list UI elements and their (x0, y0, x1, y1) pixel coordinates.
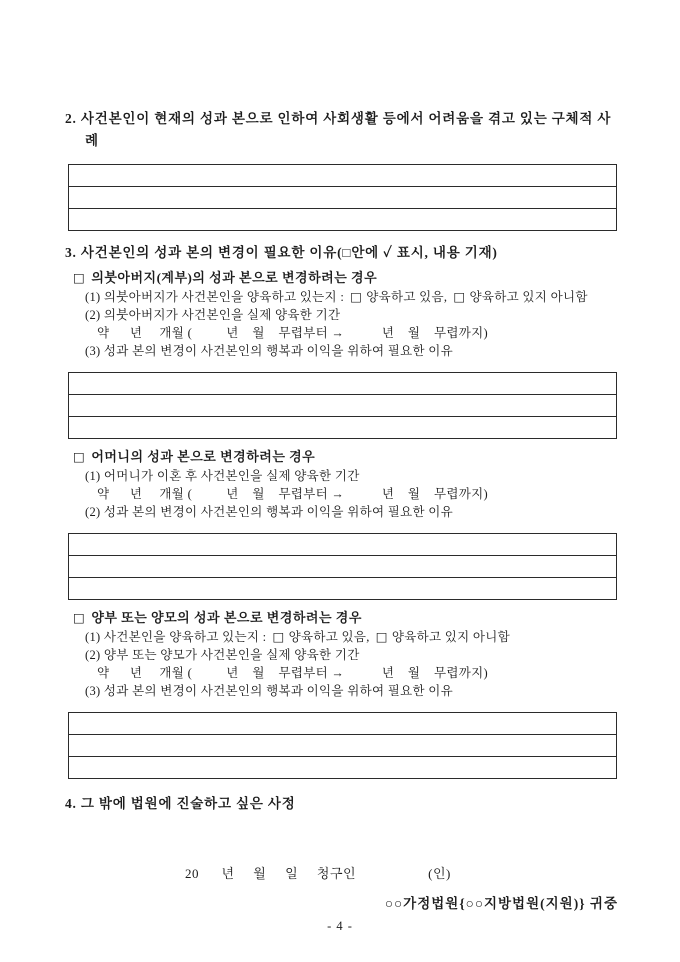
adoptive-option1-label: 양육하고 있음, (288, 630, 370, 644)
stepfather-answer-table (68, 372, 617, 439)
case-mother-block (65, 447, 618, 600)
section2-answer-table (68, 164, 617, 231)
answer-row[interactable] (69, 208, 616, 230)
case-adoptive-block (65, 608, 618, 779)
section3-heading: 3. 사건본인의 성과 본의 변경이 필요한 이유(□안에 ✓ 표시, 내용 기재) (65, 245, 498, 260)
mother-period-line: 약 년 개월 ( 년 월 무렵부터 → 년 월 무렵까지) (97, 487, 488, 501)
case-adoptive-title (73, 608, 618, 628)
stepfather-period-line: 약 년 개월 ( 년 월 무렵부터 → 년 월 무렵까지) (97, 326, 488, 340)
section4-heading: 4. 그 밖에 법원에 진술하고 싶은 사정 (65, 796, 296, 811)
answer-row[interactable] (69, 534, 616, 555)
stepfather-option1-label: 양육하고 있음, (366, 290, 448, 304)
case-stepfather-title-text: 의붓아버지(계부)의 성과 본으로 변경하려는 경우 (91, 270, 378, 285)
page-number: - 4 - (327, 919, 353, 933)
adoptive-q1-label: (1) 사건본인을 양육하고 있는지 : (85, 630, 267, 644)
case-adoptive-checkbox-icon[interactable]: □ (73, 610, 86, 625)
answer-row[interactable] (69, 756, 616, 778)
mother-answer-table (68, 533, 617, 600)
case-stepfather-checkbox-icon[interactable]: □ (73, 270, 86, 285)
adoptive-q1-line (85, 628, 618, 646)
answer-row[interactable] (69, 555, 616, 577)
adoptive-q2-label: (2) 양부 또는 양모가 사건본인을 실제 양육한 기간 (85, 648, 360, 662)
answer-row[interactable] (69, 577, 616, 599)
answer-row[interactable] (69, 734, 616, 756)
stepfather-q1-line (85, 288, 618, 306)
stepfather-option2-checkbox-icon[interactable]: □ (453, 289, 466, 304)
adoptive-option2-checkbox-icon[interactable]: □ (375, 629, 388, 644)
case-mother-checkbox-icon[interactable]: □ (73, 449, 86, 464)
answer-row[interactable] (69, 186, 616, 208)
signature-line (185, 863, 618, 882)
adoptive-answer-table (68, 712, 617, 779)
stepfather-q1-label: (1) 의붓아버지가 사건본인을 양육하고 있는지 : (85, 290, 345, 304)
case-mother-title (73, 447, 618, 467)
answer-row[interactable] (69, 394, 616, 416)
answer-row[interactable] (69, 416, 616, 438)
signature-date-text: 20 년 월 일 청구인 (185, 866, 357, 881)
seal-label: (인) (428, 866, 451, 881)
case-mother-title-text: 어머니의 성과 본으로 변경하려는 경우 (91, 449, 316, 464)
stepfather-option2-label: 양육하고 있지 아니함 (469, 290, 588, 304)
section2-heading: 2. 사건본인이 현재의 성과 본으로 인하여 사회생활 등에서 어려움을 겪고 있는 구체적 사례 (65, 111, 612, 148)
case-stepfather-block (65, 268, 618, 439)
stepfather-option1-checkbox-icon[interactable]: □ (350, 289, 363, 304)
case-adoptive-title-text: 양부 또는 양모의 성과 본으로 변경하려는 경우 (91, 610, 362, 625)
answer-row[interactable] (69, 165, 616, 186)
adoptive-option1-checkbox-icon[interactable]: □ (272, 629, 285, 644)
answer-row[interactable] (69, 373, 616, 394)
adoptive-q3-label: (3) 성과 본의 변경이 사건본인의 행복과 이익을 위하여 필요한 이유 (85, 684, 454, 698)
adoptive-option2-label: 양육하고 있지 아니함 (391, 630, 511, 644)
mother-q2-label: (2) 성과 본의 변경이 사건본인의 행복과 이익을 위하여 필요한 이유 (85, 505, 454, 519)
answer-row[interactable] (69, 713, 616, 734)
case-stepfather-title (73, 268, 618, 288)
stepfather-q3-label: (3) 성과 본의 변경이 사건본인의 행복과 이익을 위하여 필요한 이유 (85, 344, 454, 358)
stepfather-q2-label: (2) 의붓아버지가 사건본인을 실제 양육한 기간 (85, 308, 341, 322)
adoptive-period-line: 약 년 개월 ( 년 월 무렵부터 → 년 월 무렵까지) (97, 666, 488, 680)
mother-q1-label: (1) 어머니가 이혼 후 사건본인을 실제 양육한 기간 (85, 469, 360, 483)
court-address-line: ○○가정법원{○○지방법원(지원)} 귀중 (384, 896, 618, 911)
